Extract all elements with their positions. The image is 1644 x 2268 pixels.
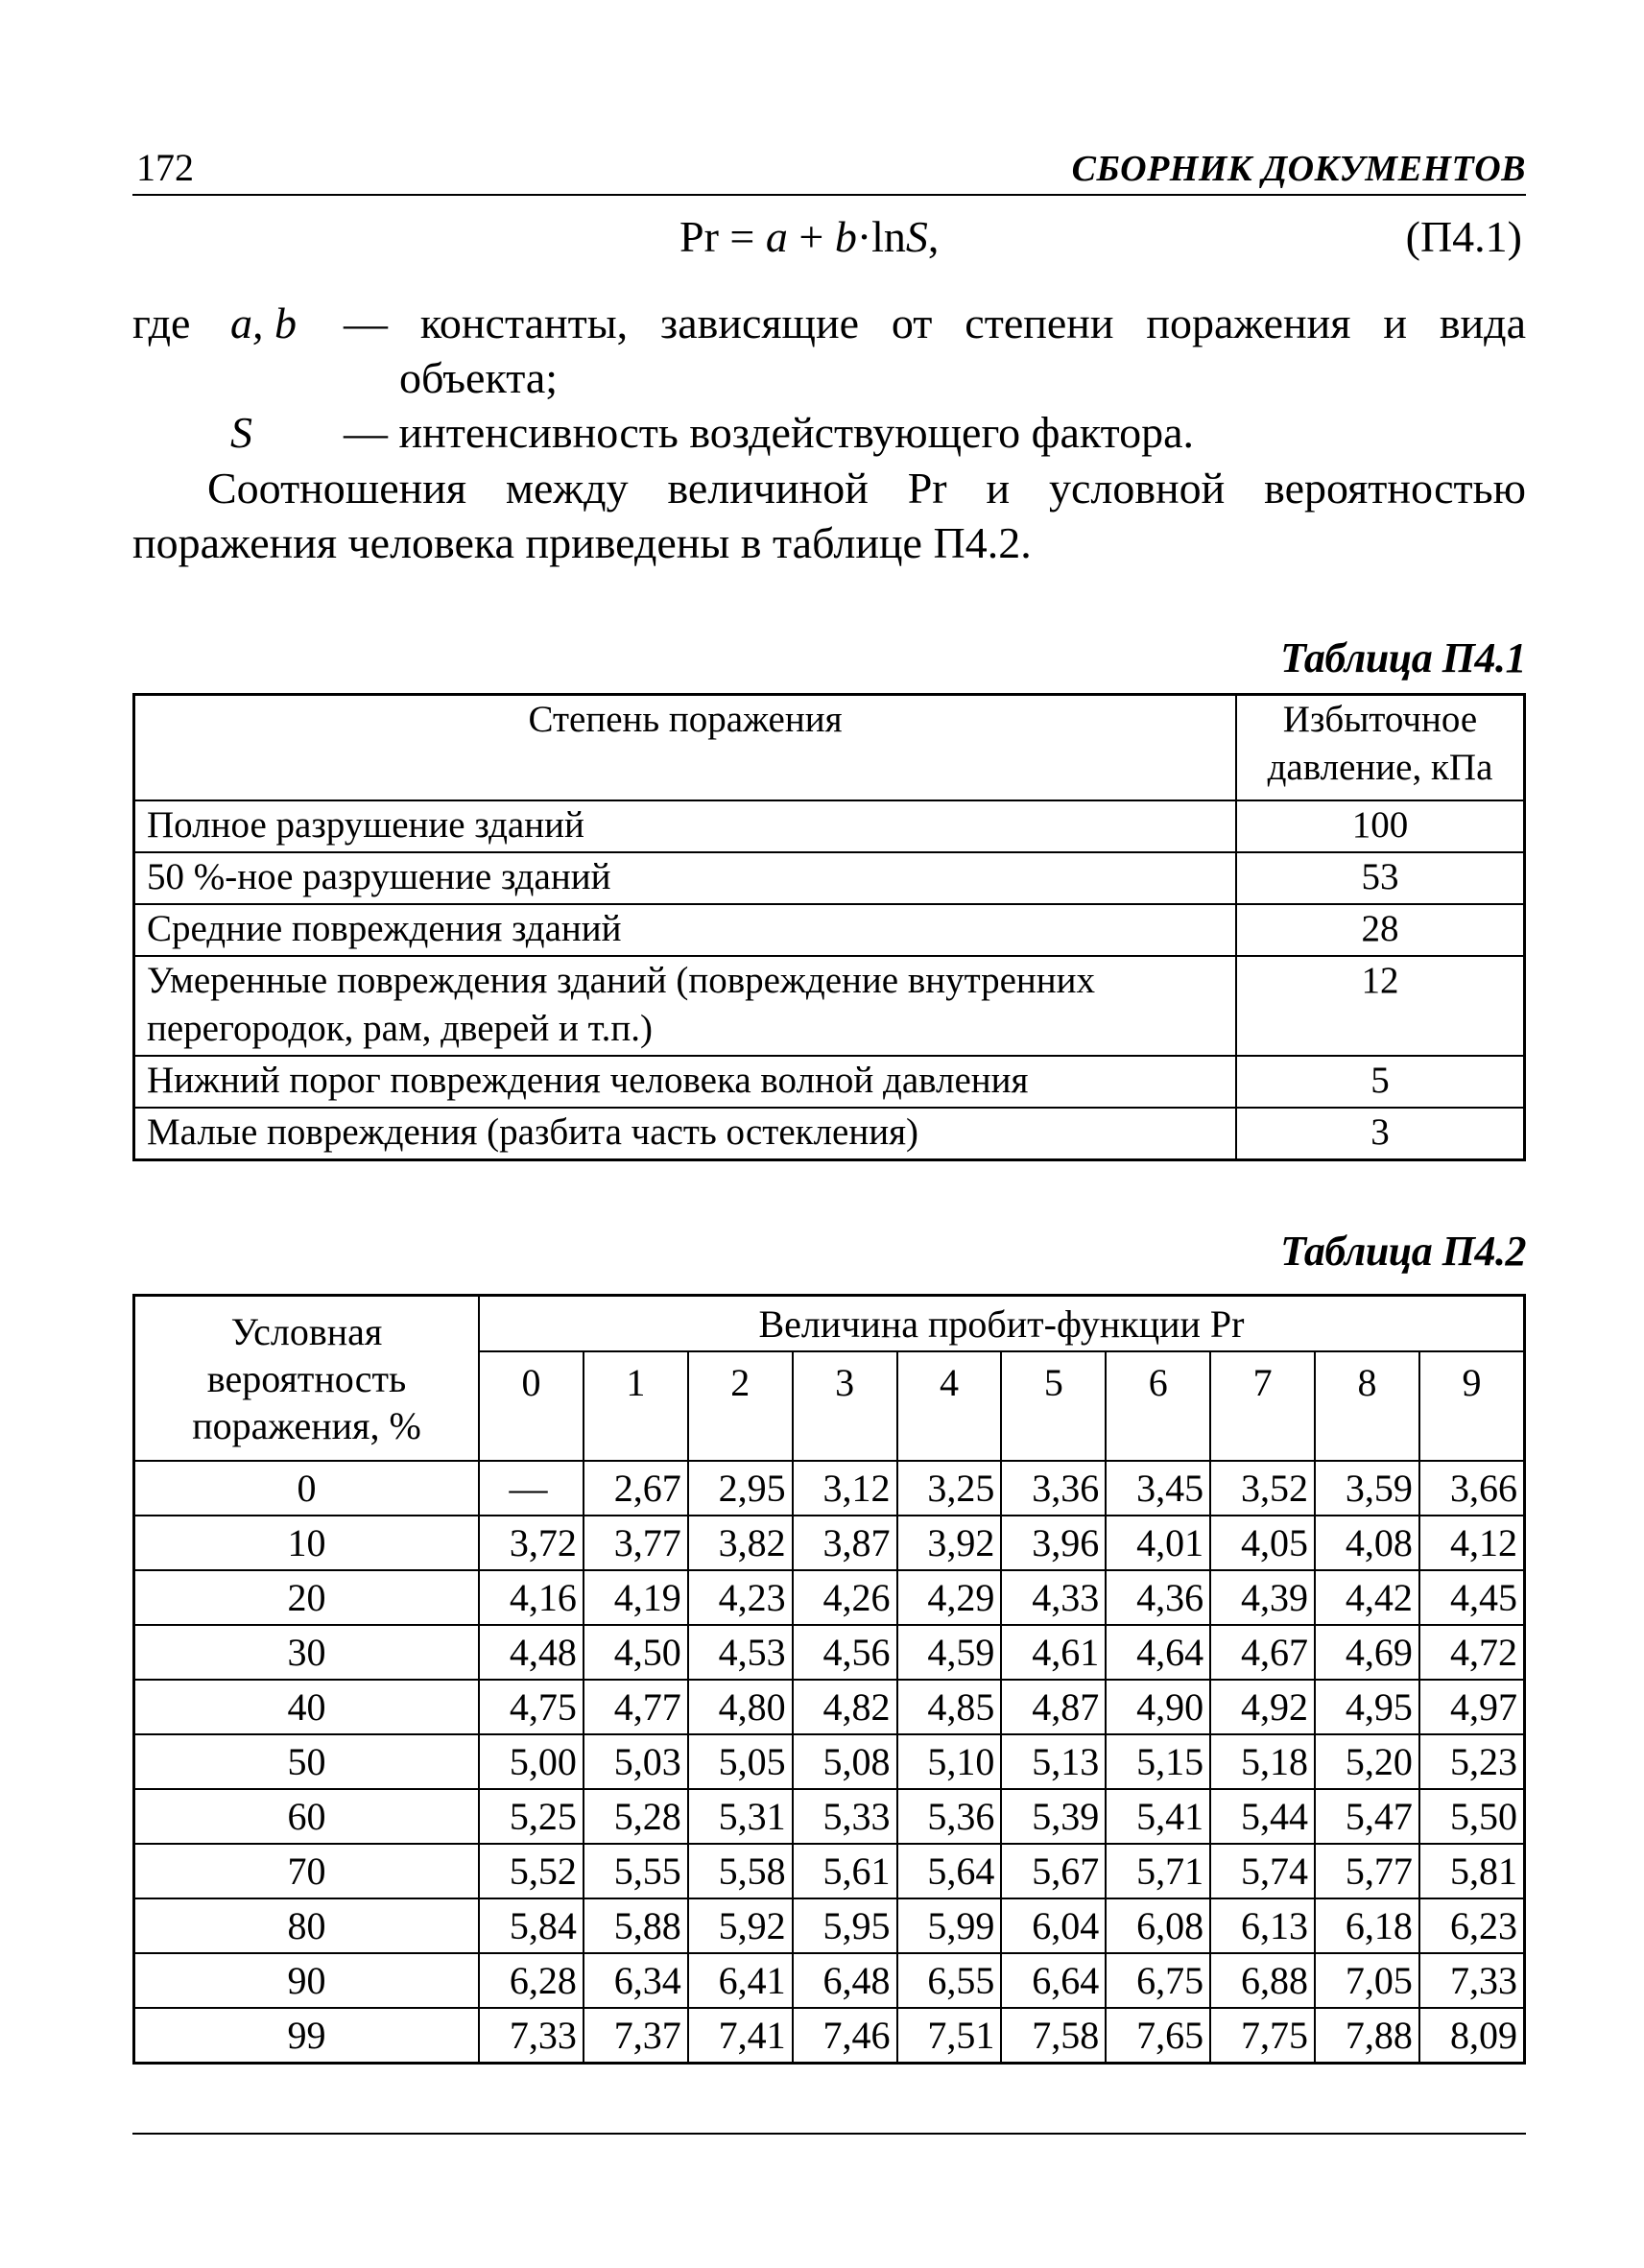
- table-row: [134, 852, 1525, 904]
- table-header-row: [134, 695, 1525, 801]
- probit-value-cell: 4,33: [1001, 1570, 1106, 1625]
- probability-cell: 30: [134, 1625, 480, 1680]
- formula-number: (П4.1): [1405, 212, 1522, 261]
- formula-legend: [132, 296, 1526, 460]
- header-digit: 6: [1106, 1351, 1210, 1461]
- probit-value-cell: 5,77: [1315, 1844, 1419, 1898]
- formula-b: b: [834, 212, 857, 261]
- header-damage-degree: Степень поражения: [134, 695, 1237, 801]
- table-row: [134, 1056, 1525, 1108]
- table-row: [134, 1844, 1525, 1898]
- probit-value-cell: 3,87: [793, 1516, 897, 1570]
- probability-cell: 40: [134, 1680, 480, 1734]
- formula-s: S: [905, 212, 928, 261]
- formula-a: a: [765, 212, 788, 261]
- header-digit: 8: [1315, 1351, 1419, 1461]
- pressure-value: 28: [1236, 904, 1525, 956]
- probit-value-cell: 4,82: [793, 1680, 897, 1734]
- probit-value-cell: 4,59: [897, 1625, 1002, 1680]
- header-probability-line3: поражения, %: [192, 1403, 421, 1447]
- damage-label: Полное разрушение зданий: [134, 800, 1237, 852]
- probit-value-cell: 7,88: [1315, 2008, 1419, 2064]
- probit-value-cell: 3,82: [688, 1516, 793, 1570]
- table-row: [134, 1898, 1525, 1953]
- damage-label-line1: Умеренные повреждения зданий (повреждение внутренних: [147, 960, 1096, 1001]
- pressure-value: 5: [1236, 1056, 1525, 1108]
- legend-item: [132, 405, 1526, 460]
- probit-value-cell: 5,23: [1419, 1734, 1525, 1789]
- probit-value-cell: 7,05: [1315, 1953, 1419, 2008]
- probit-value-cell: 5,95: [793, 1898, 897, 1953]
- legend-description: — интенсивность воздействующего фактора.: [344, 408, 1195, 457]
- probit-value-cell: 5,13: [1001, 1734, 1106, 1789]
- probit-value-cell: 5,15: [1106, 1734, 1210, 1789]
- probit-value-cell: 5,67: [1001, 1844, 1106, 1898]
- probit-value-cell: 4,42: [1315, 1570, 1419, 1625]
- probit-value-cell: 4,90: [1106, 1680, 1210, 1734]
- table-row: [134, 1734, 1525, 1789]
- probit-value-cell: 4,80: [688, 1680, 793, 1734]
- probit-value-cell: 5,31: [688, 1789, 793, 1844]
- header-probit-value: Величина пробит-функции Pr: [479, 1296, 1525, 1352]
- probit-value-cell: 4,16: [479, 1570, 584, 1625]
- table-row: [134, 1461, 1525, 1516]
- probit-value-cell: 5,03: [584, 1734, 688, 1789]
- probit-value-cell: 5,50: [1419, 1789, 1525, 1844]
- probit-value-cell: 4,23: [688, 1570, 793, 1625]
- probit-table: [132, 1294, 1526, 2065]
- header-overpressure-line1: Избыточное: [1282, 699, 1478, 740]
- probability-cell: 20: [134, 1570, 480, 1625]
- header-digit: 9: [1419, 1351, 1525, 1461]
- probit-value-cell: 4,75: [479, 1680, 584, 1734]
- probit-value-cell: 6,64: [1001, 1953, 1106, 2008]
- legend-where: где: [132, 298, 191, 347]
- probit-value-cell: 4,85: [897, 1680, 1002, 1734]
- probit-value-cell: 5,58: [688, 1844, 793, 1898]
- probit-value-cell: 7,37: [584, 2008, 688, 2064]
- probit-value-cell: 5,99: [897, 1898, 1002, 1953]
- pressure-value: 3: [1236, 1108, 1525, 1159]
- probit-value-cell: 6,18: [1315, 1898, 1419, 1953]
- probit-value-cell: 5,92: [688, 1898, 793, 1953]
- table-row: [134, 2008, 1525, 2064]
- table2-caption: Таблица П4.2: [1280, 1228, 1526, 1275]
- damage-label: Средние повреждения зданий: [134, 904, 1237, 956]
- table-row: [134, 1789, 1525, 1844]
- probit-value-cell: 2,95: [688, 1461, 793, 1516]
- header-probability-line1: Условная: [230, 1309, 383, 1353]
- probit-value-cell: 4,77: [584, 1680, 688, 1734]
- formula-lhs: Pr: [679, 212, 719, 261]
- damage-label: Малые повреждения (разбита часть остекления): [134, 1108, 1237, 1159]
- probit-value-cell: 5,05: [688, 1734, 793, 1789]
- probit-value-cell: 4,36: [1106, 1570, 1210, 1625]
- probit-value-cell: 3,66: [1419, 1461, 1525, 1516]
- table-group-header-row: [134, 1296, 1525, 1352]
- probit-value-cell: —: [479, 1461, 584, 1516]
- probit-value-cell: 5,36: [897, 1789, 1002, 1844]
- probit-value-cell: 6,34: [584, 1953, 688, 2008]
- probit-value-cell: 3,45: [1106, 1461, 1210, 1516]
- probit-value-cell: 5,18: [1210, 1734, 1315, 1789]
- pressure-value: 12: [1236, 956, 1525, 1056]
- probit-value-cell: 3,52: [1210, 1461, 1315, 1516]
- probit-value-cell: 7,58: [1001, 2008, 1106, 2064]
- probit-value-cell: 3,12: [793, 1461, 897, 1516]
- probability-cell: 99: [134, 2008, 480, 2064]
- body-paragraph: Соотношения между величиной Pr и условной вероятностью поражения человека приведены в таблице П4.2.: [132, 464, 1526, 567]
- formula-ln: ·ln: [856, 212, 906, 261]
- probit-value-cell: 5,20: [1315, 1734, 1419, 1789]
- table1-caption: Таблица П4.1: [1280, 634, 1526, 681]
- probit-value-cell: 6,13: [1210, 1898, 1315, 1953]
- legend-description-continued: объекта;: [399, 353, 559, 402]
- damage-label: 50 %-ное разрушение зданий: [134, 852, 1237, 904]
- probit-value-cell: 6,75: [1106, 1953, 1210, 2008]
- probit-value-cell: 5,74: [1210, 1844, 1315, 1898]
- probit-table-body: [134, 1461, 1525, 2064]
- probit-value-cell: 4,53: [688, 1625, 793, 1680]
- probability-cell: 90: [134, 1953, 480, 2008]
- probit-value-cell: 6,48: [793, 1953, 897, 2008]
- table-row: [134, 1108, 1525, 1159]
- probit-value-cell: 5,41: [1106, 1789, 1210, 1844]
- probit-value-cell: 5,71: [1106, 1844, 1210, 1898]
- header-digit: 3: [793, 1351, 897, 1461]
- table-row: [134, 1625, 1525, 1680]
- probit-value-cell: 7,41: [688, 2008, 793, 2064]
- legend-item: [132, 296, 1526, 350]
- probit-value-cell: 4,92: [1210, 1680, 1315, 1734]
- header-digit: 1: [584, 1351, 688, 1461]
- probit-value-cell: 5,61: [793, 1844, 897, 1898]
- probit-value-cell: 4,12: [1419, 1516, 1525, 1570]
- probit-value-cell: 5,64: [897, 1844, 1002, 1898]
- probit-value-cell: 5,00: [479, 1734, 584, 1789]
- probit-value-cell: 4,97: [1419, 1680, 1525, 1734]
- table-row: [134, 800, 1525, 852]
- probit-value-cell: 6,88: [1210, 1953, 1315, 2008]
- probit-value-cell: 7,51: [897, 2008, 1002, 2064]
- header-digit: 7: [1210, 1351, 1315, 1461]
- probit-value-cell: 5,55: [584, 1844, 688, 1898]
- legend-symbol: a, b: [230, 298, 297, 347]
- probit-value-cell: 4,48: [479, 1625, 584, 1680]
- table-row: [134, 1953, 1525, 2008]
- probit-value-cell: 3,96: [1001, 1516, 1106, 1570]
- probit-value-cell: 5,84: [479, 1898, 584, 1953]
- pressure-value: 100: [1236, 800, 1525, 852]
- probit-value-cell: 5,10: [897, 1734, 1002, 1789]
- formula-line: [132, 211, 1526, 269]
- table-row: [134, 904, 1525, 956]
- probit-value-cell: 4,56: [793, 1625, 897, 1680]
- probit-value-cell: 5,52: [479, 1844, 584, 1898]
- legend-item-continuation: [132, 350, 1526, 405]
- probit-value-cell: 4,01: [1106, 1516, 1210, 1570]
- damage-label: [134, 956, 1237, 1056]
- probit-value-cell: 3,77: [584, 1516, 688, 1570]
- header-digit: 4: [897, 1351, 1002, 1461]
- header-overpressure: [1236, 695, 1525, 801]
- probit-value-cell: 7,65: [1106, 2008, 1210, 2064]
- probit-value-cell: 3,59: [1315, 1461, 1419, 1516]
- probit-value-cell: 5,08: [793, 1734, 897, 1789]
- probit-value-cell: 4,39: [1210, 1570, 1315, 1625]
- probit-value-cell: 4,29: [897, 1570, 1002, 1625]
- pressure-value: 53: [1236, 852, 1525, 904]
- probit-value-cell: 5,88: [584, 1898, 688, 1953]
- probit-value-cell: 6,08: [1106, 1898, 1210, 1953]
- running-title: СБОРНИК ДОКУМЕНТОВ: [1071, 149, 1526, 189]
- probit-value-cell: 5,44: [1210, 1789, 1315, 1844]
- probit-value-cell: 6,55: [897, 1953, 1002, 2008]
- table-row: [134, 956, 1525, 1056]
- probit-value-cell: 6,41: [688, 1953, 793, 2008]
- probability-cell: 10: [134, 1516, 480, 1570]
- probit-value-cell: 4,26: [793, 1570, 897, 1625]
- formula-comma: ,: [927, 212, 940, 261]
- probability-cell: 50: [134, 1734, 480, 1789]
- probit-value-cell: 5,28: [584, 1789, 688, 1844]
- header-digit: 2: [688, 1351, 793, 1461]
- probability-cell: 60: [134, 1789, 480, 1844]
- probit-value-cell: 4,08: [1315, 1516, 1419, 1570]
- probit-value-cell: 7,33: [1419, 1953, 1525, 2008]
- probit-value-cell: 3,36: [1001, 1461, 1106, 1516]
- formula-plus: +: [787, 212, 835, 261]
- probit-value-cell: 2,67: [584, 1461, 688, 1516]
- probit-value-cell: 4,64: [1106, 1625, 1210, 1680]
- probit-value-cell: 6,04: [1001, 1898, 1106, 1953]
- probability-cell: 80: [134, 1898, 480, 1953]
- probit-value-cell: 4,69: [1315, 1625, 1419, 1680]
- damage-label: Нижний порог повреждения человека волной давления: [134, 1056, 1237, 1108]
- probit-value-cell: 4,45: [1419, 1570, 1525, 1625]
- formula-equals: =: [718, 212, 766, 261]
- probit-value-cell: 5,47: [1315, 1789, 1419, 1844]
- probit-value-cell: 3,92: [897, 1516, 1002, 1570]
- probit-value-cell: 5,33: [793, 1789, 897, 1844]
- probit-value-cell: 4,19: [584, 1570, 688, 1625]
- probit-value-cell: 5,81: [1419, 1844, 1525, 1898]
- probit-value-cell: 4,95: [1315, 1680, 1419, 1734]
- probit-value-cell: 3,25: [897, 1461, 1002, 1516]
- probit-value-cell: 5,39: [1001, 1789, 1106, 1844]
- table-row: [134, 1680, 1525, 1734]
- bottom-rule: [132, 2133, 1526, 2135]
- table-row: [134, 1570, 1525, 1625]
- probit-value-cell: 7,75: [1210, 2008, 1315, 2064]
- probability-cell: 0: [134, 1461, 480, 1516]
- probit-value-cell: 6,23: [1419, 1898, 1525, 1953]
- probit-value-cell: 6,28: [479, 1953, 584, 2008]
- legend-symbol: S: [230, 408, 252, 457]
- header-probability-line2: вероятность: [206, 1356, 407, 1400]
- header-digit: 5: [1001, 1351, 1106, 1461]
- running-head: [132, 142, 1526, 196]
- probit-value-cell: 4,72: [1419, 1625, 1525, 1680]
- probit-value-cell: 4,87: [1001, 1680, 1106, 1734]
- probit-value-cell: 7,33: [479, 2008, 584, 2064]
- legend-description: — константы, зависящие от степени поражения и вида: [344, 298, 1526, 347]
- probit-value-cell: 4,05: [1210, 1516, 1315, 1570]
- table-row: [134, 1516, 1525, 1570]
- probit-value-cell: 3,72: [479, 1516, 584, 1570]
- header-digit: 0: [479, 1351, 584, 1461]
- probit-value-cell: 7,46: [793, 2008, 897, 2064]
- probit-value-cell: 4,61: [1001, 1625, 1106, 1680]
- probit-formula: [679, 211, 939, 262]
- page-number: 172: [136, 146, 194, 189]
- damage-pressure-table: [132, 693, 1526, 1161]
- probability-cell: 70: [134, 1844, 480, 1898]
- damage-label-line2: перегородок, рам, дверей и т.п.): [147, 1008, 654, 1049]
- probit-value-cell: 4,50: [584, 1625, 688, 1680]
- probit-value-cell: 4,67: [1210, 1625, 1315, 1680]
- probit-value-cell: 8,09: [1419, 2008, 1525, 2064]
- header-overpressure-line2: давление, кПа: [1267, 747, 1493, 788]
- probit-value-cell: 5,25: [479, 1789, 584, 1844]
- header-probability: [134, 1296, 480, 1462]
